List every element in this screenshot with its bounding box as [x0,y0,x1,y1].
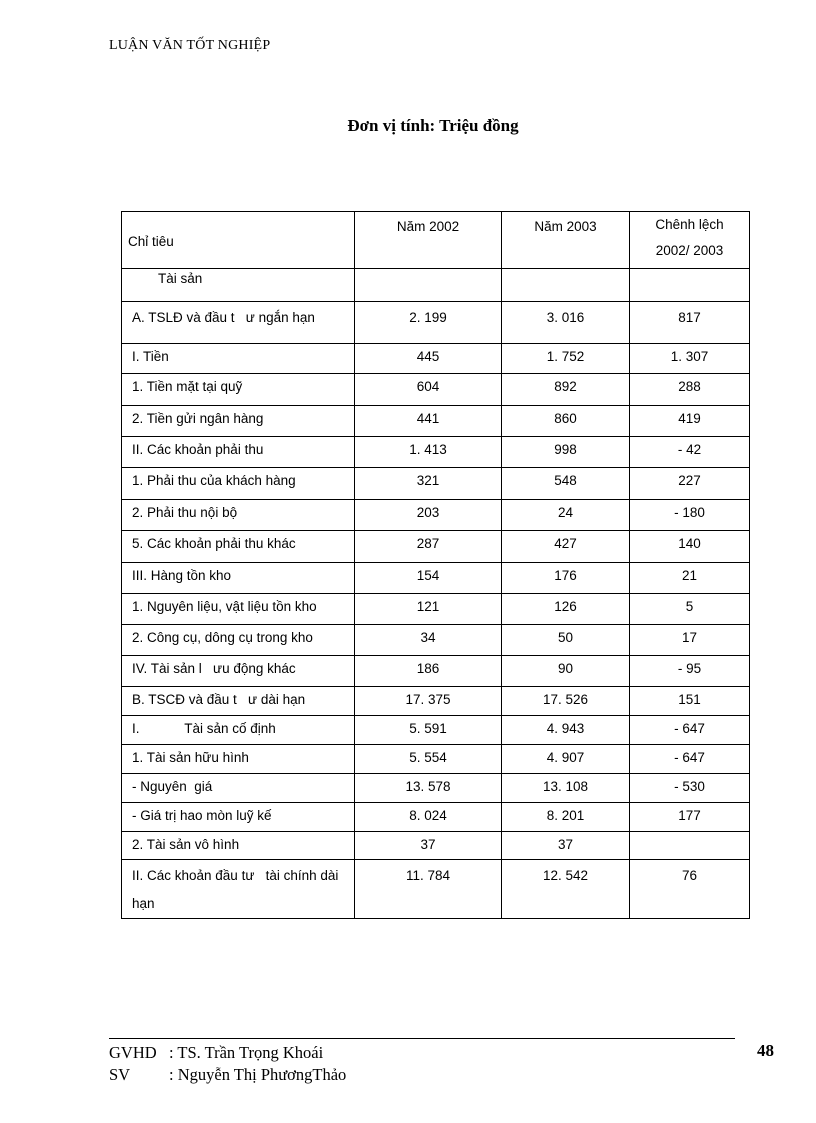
row-value-2002: 37 [355,832,502,860]
row-value-diff: - 647 [630,745,750,774]
table-row [122,500,750,531]
table-row [122,594,750,625]
row-value-diff: 5 [630,594,750,625]
row-value-2003: 892 [502,374,630,406]
row-value-2003: 8. 201 [502,803,630,832]
row-value-2003: 37 [502,832,630,860]
row-value-diff: 1. 307 [630,344,750,374]
row-value-2003: 4. 907 [502,745,630,774]
row-label: 2. Tài sản vô hình [122,832,355,860]
row-value-2003: 176 [502,563,630,594]
row-label: II. Các khoản đầu tư tài chính dài hạn [122,860,355,919]
header-cell-2002: Năm 2002 [355,212,502,269]
row-label: 2. Tiền gửi ngân hàng [122,406,355,437]
table-row [122,374,750,406]
row-value-2003: 4. 943 [502,716,630,745]
table-row [122,745,750,774]
row-value-2003: 3. 016 [502,302,630,344]
row-value-2002: 203 [355,500,502,531]
row-value-2003: 548 [502,468,630,500]
row-value-2002: 8. 024 [355,803,502,832]
header-cell-label: Chỉ tiêu [122,212,355,269]
row-value-2003: 24 [502,500,630,531]
table-row [122,656,750,687]
table-row [122,437,750,468]
row-label: - Nguyên giá [122,774,355,803]
advisor-label: GVHD [109,1043,157,1062]
row-value-diff: 227 [630,468,750,500]
row-value-diff: - 180 [630,500,750,531]
row-label: B. TSCĐ và đầu t ư dài hạn [122,687,355,716]
table-row [122,625,750,656]
row-label: 2. Công cụ, dông cụ trong kho [122,625,355,656]
table-row [122,832,750,860]
row-value-2002: 1. 413 [355,437,502,468]
page-number: 48 [757,1041,774,1060]
row-value-2003: 860 [502,406,630,437]
row-value-2002: 186 [355,656,502,687]
row-value-2003: 998 [502,437,630,468]
row-label: A. TSLĐ và đầu t ư ngắn hạn [122,302,355,344]
row-label: 1. Tiền mặt tại quỹ [122,374,355,406]
table-row [122,468,750,500]
row-value-diff: 140 [630,531,750,563]
table-row [122,803,750,832]
asset-table [121,211,750,919]
header-cell-diff: Chênh lệch 2002/ 2003 [630,212,750,269]
row-label: II. Các khoản phải thu [122,437,355,468]
row-value-2002: 2. 199 [355,302,502,344]
row-label: 1. Nguyên liệu, vật liệu tồn kho [122,594,355,625]
row-value-2002: 121 [355,594,502,625]
footer-divider [109,1038,735,1039]
footer-student [109,1065,346,1085]
table-row [122,344,750,374]
unit-caption: Đơn vị tính: Triệu đồng [347,116,519,135]
row-value-2002: 604 [355,374,502,406]
row-value-diff: - 647 [630,716,750,745]
row-value-2002: 445 [355,344,502,374]
row-value-2002: 11. 784 [355,860,502,919]
row-label: IV. Tài sản l ưu động khác [122,656,355,687]
row-value-diff: - 530 [630,774,750,803]
row-value-2002: 17. 375 [355,687,502,716]
row-value-2003: 13. 108 [502,774,630,803]
row-label: 5. Các khoản phải thu khác [122,531,355,563]
row-value-diff: 288 [630,374,750,406]
table-header-row [122,212,750,269]
row-value-2003: 1. 752 [502,344,630,374]
row-value-diff: - 95 [630,656,750,687]
row-value-2002: 321 [355,468,502,500]
row-label: 1. Tài sản hữu hình [122,745,355,774]
row-label: I. Tiền [122,344,355,374]
row-label: 1. Phải thu của khách hàng [122,468,355,500]
row-value-diff: 76 [630,860,750,919]
row-value-diff: 177 [630,803,750,832]
row-value-2003: 90 [502,656,630,687]
row-label: III. Hàng tồn kho [122,563,355,594]
row-label: I. Tài sản cố định [122,716,355,745]
footer-advisor [109,1043,323,1063]
row-value-2002: 13. 578 [355,774,502,803]
row-value-2003: 17. 526 [502,687,630,716]
row-value-diff: 151 [630,687,750,716]
section-row [122,269,750,302]
row-value-2002: 34 [355,625,502,656]
document-header: LUẬN VĂN TỐT NGHIỆP [109,38,271,53]
row-value-diff: 817 [630,302,750,344]
row-value-diff: 21 [630,563,750,594]
header-cell-2003: Năm 2003 [502,212,630,269]
row-value-diff: - 42 [630,437,750,468]
row-value-2002: 5. 591 [355,716,502,745]
row-value-2002: 5. 554 [355,745,502,774]
row-value-diff [630,832,750,860]
row-value-2003: 126 [502,594,630,625]
section-label: Tài sản [122,269,355,302]
row-value-2002: 154 [355,563,502,594]
table-row [122,716,750,745]
row-value-2002: 287 [355,531,502,563]
table-row [122,774,750,803]
row-value-diff: 17 [630,625,750,656]
table-row [122,406,750,437]
student-name: : Nguyễn Thị PhươngThảo [169,1065,347,1084]
row-value-diff: 419 [630,406,750,437]
row-value-2003: 427 [502,531,630,563]
table-row [122,860,750,919]
table-row [122,687,750,716]
table-row [122,302,750,344]
row-value-2002: 441 [355,406,502,437]
row-value-2003: 12. 542 [502,860,630,919]
table-row [122,531,750,563]
table-row [122,563,750,594]
student-label: SV [109,1065,131,1084]
advisor-name: : TS. Trần Trọng Khoái [169,1043,324,1062]
row-label: - Giá trị hao mòn luỹ kế [122,803,355,832]
row-value-2003: 50 [502,625,630,656]
row-label: 2. Phải thu nội bộ [122,500,355,531]
